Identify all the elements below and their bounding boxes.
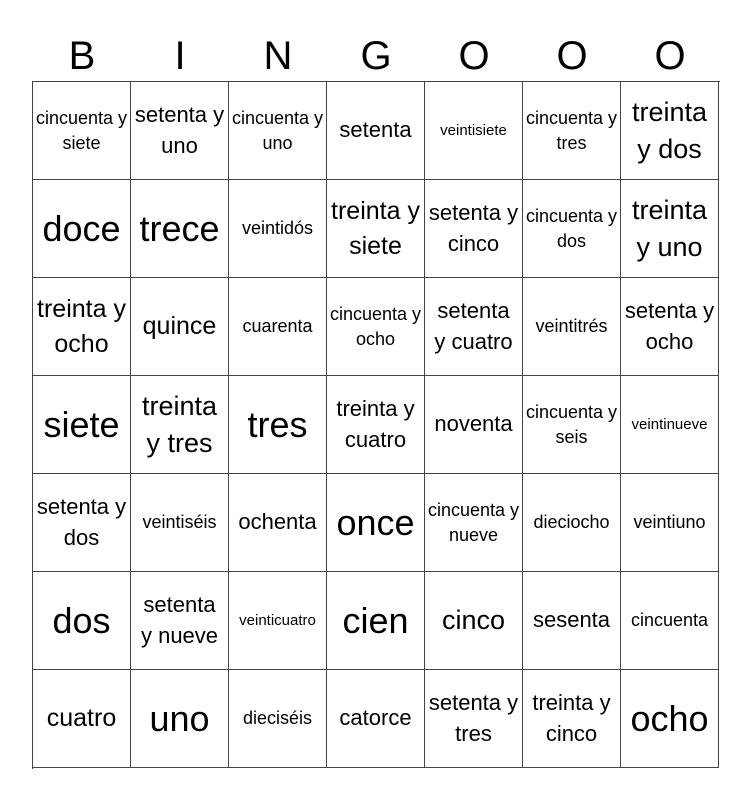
cell-text: cincuenta y seis (525, 402, 618, 447)
cell-text: veinticuatro (239, 611, 316, 629)
bingo-cell[interactable] (621, 180, 719, 278)
cell-text: cincuenta y siete (35, 108, 128, 153)
bingo-cell[interactable] (33, 670, 131, 768)
bingo-cell[interactable] (621, 670, 719, 768)
cell-text: setenta y tres (428, 689, 519, 746)
bingo-cell[interactable] (327, 180, 425, 278)
bingo-cell[interactable] (425, 474, 523, 572)
bingo-cell[interactable] (229, 670, 327, 768)
header-letter: O (458, 34, 490, 78)
bingo-cell[interactable] (523, 572, 621, 670)
bingo-cell[interactable] (327, 376, 425, 474)
bingo-cell[interactable] (425, 82, 523, 180)
cell-text: cincuenta y ocho (329, 304, 422, 349)
cell-text: cincuenta y tres (525, 108, 618, 153)
header-letter: B (68, 34, 96, 78)
cell-text: veintiséis (142, 512, 217, 533)
bingo-cell[interactable] (621, 278, 719, 376)
bingo-cell[interactable] (131, 180, 229, 278)
bingo-cell[interactable] (621, 474, 719, 572)
cell-text: ocho (630, 697, 709, 739)
bingo-cell[interactable] (425, 278, 523, 376)
cell-text: uno (149, 697, 210, 739)
bingo-cell[interactable] (229, 376, 327, 474)
cell-text: dieciocho (533, 512, 610, 533)
bingo-cell[interactable] (131, 670, 229, 768)
cell-text: veintitrés (535, 316, 608, 337)
cell-text: cien (342, 599, 409, 641)
bingo-cell[interactable] (425, 670, 523, 768)
bingo-board (32, 81, 720, 769)
cell-text: setenta y uno (134, 101, 225, 158)
bingo-cell[interactable] (131, 278, 229, 376)
cell-text: tres (247, 403, 308, 445)
cell-text: cincuenta y dos (525, 206, 618, 251)
bingo-cell[interactable] (229, 278, 327, 376)
cell-text: doce (42, 207, 121, 249)
bingo-cell[interactable] (327, 572, 425, 670)
bingo-cell[interactable] (425, 180, 523, 278)
header-letter: O (556, 34, 588, 78)
bingo-cell[interactable] (621, 82, 719, 180)
header-letter: G (360, 34, 392, 78)
cell-text: cinco (441, 605, 506, 636)
cell-text: treinta y siete (331, 196, 420, 260)
cell-text: veintiuno (633, 512, 706, 533)
bingo-cell[interactable] (523, 376, 621, 474)
cell-text: setenta y dos (36, 493, 127, 550)
bingo-cell[interactable] (229, 572, 327, 670)
bingo-cell[interactable] (327, 474, 425, 572)
bingo-cell[interactable] (523, 82, 621, 180)
bingo-cell[interactable] (425, 376, 523, 474)
bingo-cell[interactable] (229, 82, 327, 180)
cell-text: siete (43, 403, 120, 445)
bingo-cell[interactable] (33, 572, 131, 670)
bingo-cell[interactable] (327, 670, 425, 768)
bingo-cell[interactable] (33, 474, 131, 572)
cell-text: cincuenta (630, 610, 709, 631)
header-letter: O (654, 34, 686, 78)
bingo-cell[interactable] (33, 180, 131, 278)
bingo-header (33, 30, 719, 82)
cell-text: noventa (434, 411, 513, 437)
bingo-cell[interactable] (327, 278, 425, 376)
cell-text: veintisiete (440, 121, 507, 139)
bingo-cell[interactable] (131, 572, 229, 670)
cell-text: ochenta (238, 509, 317, 535)
cell-text: setenta y ocho (624, 297, 715, 354)
cell-text: cuarenta (242, 316, 313, 337)
bingo-cell[interactable] (327, 82, 425, 180)
cell-text: treinta y cuatro (336, 395, 415, 452)
cell-text: setenta y cuatro (434, 297, 513, 354)
header-letter: I (174, 34, 186, 78)
bingo-cell[interactable] (229, 474, 327, 572)
cell-text: cincuenta y nueve (427, 500, 520, 545)
bingo-cell[interactable] (425, 572, 523, 670)
bingo-cell[interactable] (131, 82, 229, 180)
cell-text: setenta y cinco (428, 199, 519, 256)
cell-text: quince (142, 312, 217, 340)
cell-text: treinta y dos (631, 97, 708, 164)
cell-text: dos (52, 599, 111, 641)
cell-text: veintinueve (631, 415, 708, 433)
header-letter: N (263, 34, 293, 78)
cell-text: catorce (339, 705, 412, 731)
cell-text: veintidós (241, 218, 314, 239)
cell-text: treinta y cinco (532, 689, 611, 746)
bingo-cell[interactable] (523, 474, 621, 572)
cell-text: trece (139, 207, 220, 249)
bingo-cell[interactable] (229, 180, 327, 278)
bingo-cell[interactable] (621, 572, 719, 670)
cell-text: treinta y uno (631, 195, 708, 262)
cell-text: setenta (339, 117, 412, 143)
bingo-cell[interactable] (523, 180, 621, 278)
bingo-cell[interactable] (621, 376, 719, 474)
bingo-cell[interactable] (131, 474, 229, 572)
cell-text: dieciséis (242, 708, 313, 729)
bingo-cell[interactable] (523, 670, 621, 768)
bingo-cell[interactable] (523, 278, 621, 376)
cell-text: setenta y nueve (140, 591, 219, 648)
cell-text: once (336, 501, 415, 543)
cell-text: treinta y tres (141, 391, 218, 458)
bingo-cell[interactable] (33, 376, 131, 474)
cell-text: cincuenta y uno (231, 108, 324, 153)
cell-text: sesenta (532, 607, 611, 633)
bingo-cell[interactable] (131, 376, 229, 474)
bingo-cell[interactable] (33, 278, 131, 376)
cell-text: treinta y ocho (37, 294, 126, 358)
cell-text: cuatro (46, 704, 117, 732)
bingo-cell[interactable] (33, 82, 131, 180)
